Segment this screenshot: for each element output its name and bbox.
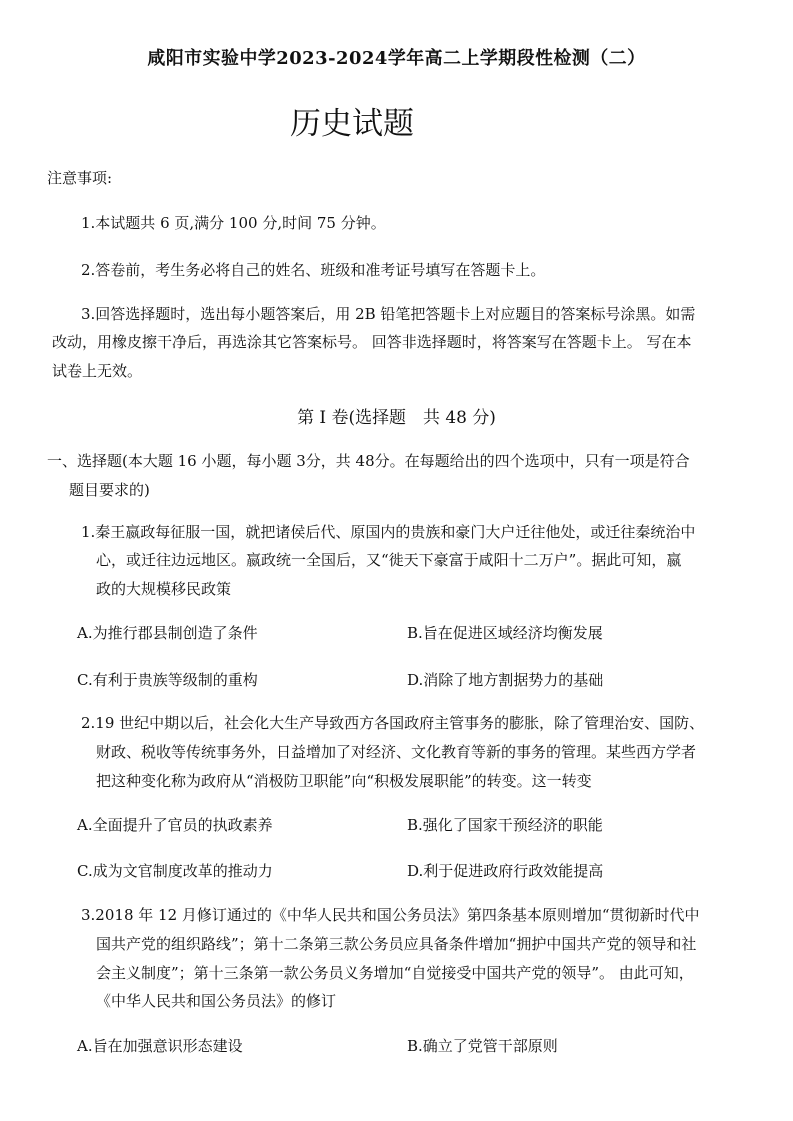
note-item-3-line-1: 3.回答选择题时，选出每小题答案后，用 2B 铅笔把答题卡上对应题目的答案标号涂黑。如需 bbox=[81, 305, 696, 323]
question-1-option-b: B.旨在促进区域经济均衡发展 bbox=[407, 624, 603, 642]
note-item-2: 2.答卷前，考生务必将自己的姓名、班级和准考证号填写在答题卡上。 bbox=[81, 261, 546, 279]
question-1-stem-line-1: 1.秦王嬴政每征服一国，就把诸侯后代、原国内的贵族和豪门大户迁往他处，或迁往秦统治中 bbox=[81, 523, 696, 541]
question-3-stem-line-4: 《中华人民共和国公务员法》的修订 bbox=[96, 992, 337, 1010]
section-title: 第 Ⅰ 卷(选择题 共 48 分) bbox=[297, 408, 496, 428]
question-1-stem-line-3: 政的大规模移民政策 bbox=[96, 580, 232, 598]
notes-heading: 注意事项: bbox=[47, 169, 113, 187]
question-2-option-a: A.全面提升了官员的执政素养 bbox=[77, 816, 273, 834]
note-item-3-line-2: 改动，用橡皮擦干净后，再选涂其它答案标号。 回答非选择题时，将答案写在答题卡上。 写在本 bbox=[52, 333, 692, 351]
question-2-stem-line-3: 把这种变化称为政府从“消极防卫职能”向“积极发展职能”的转变。这一转变 bbox=[96, 772, 592, 790]
question-3-stem-line-3: 会主义制度”；第十三条第一款公务员义务增加“自觉接受中国共产党的领导”。 由此可知， bbox=[96, 964, 694, 982]
note-item-1: 1.本试题共 6 页,满分 100 分,时间 75 分钟。 bbox=[81, 214, 386, 232]
section-instruction-line-1: 一、选择题(本大题 16 小题，每小题 3分，共 48分。在每题给出的四个选项中，只有一项是符合 bbox=[47, 452, 690, 470]
question-1-option-a: A.为推行郡县制创造了条件 bbox=[77, 624, 258, 642]
section-instruction-line-2: 题目要求的) bbox=[69, 481, 150, 499]
question-1-option-d: D.消除了地方割据势力的基础 bbox=[407, 671, 604, 689]
exam-title: 咸阳市实验中学2023-2024学年高二上学期段性检测（二） bbox=[147, 48, 646, 69]
question-2-option-b: B.强化了国家干预经济的职能 bbox=[407, 816, 603, 834]
question-1-option-c: C.有利于贵族等级制的重构 bbox=[77, 671, 258, 689]
question-2-stem-line-1: 2.19 世纪中期以后，社会化大生产导致西方各国政府主管事务的膨胀，除了管理治安、国防、 bbox=[81, 714, 705, 732]
question-1-stem-line-2: 心，或迁往边远地区。嬴政统一全国后，又“徙天下豪富于咸阳十二万户”。据此可知，嬴 bbox=[96, 551, 682, 569]
question-2-option-d: D.利于促进政府行政效能提高 bbox=[407, 862, 604, 880]
question-2-option-c: C.成为文官制度改革的推动力 bbox=[77, 862, 273, 880]
question-3-stem-line-1: 3.2018 年 12 月修订通过的《中华人民共和国公务员法》第四条基本原则增加“贯彻新时代中 bbox=[81, 906, 700, 924]
question-3-stem-line-2: 国共产党的组织路线”；第十二条第三款公务员应具备条件增加“拥护中国共产党的领导和社 bbox=[96, 935, 697, 953]
question-3-option-b: B.确立了党管干部原则 bbox=[407, 1037, 558, 1055]
note-item-3-line-3: 试卷上无效。 bbox=[52, 362, 143, 380]
question-3-option-a: A.旨在加强意识形态建设 bbox=[77, 1037, 243, 1055]
exam-subtitle: 历史试题 bbox=[290, 106, 414, 142]
question-2-stem-line-2: 财政、税收等传统事务外，日益增加了对经济、文化教育等新的事务的管理。某些西方学者 bbox=[96, 743, 697, 761]
